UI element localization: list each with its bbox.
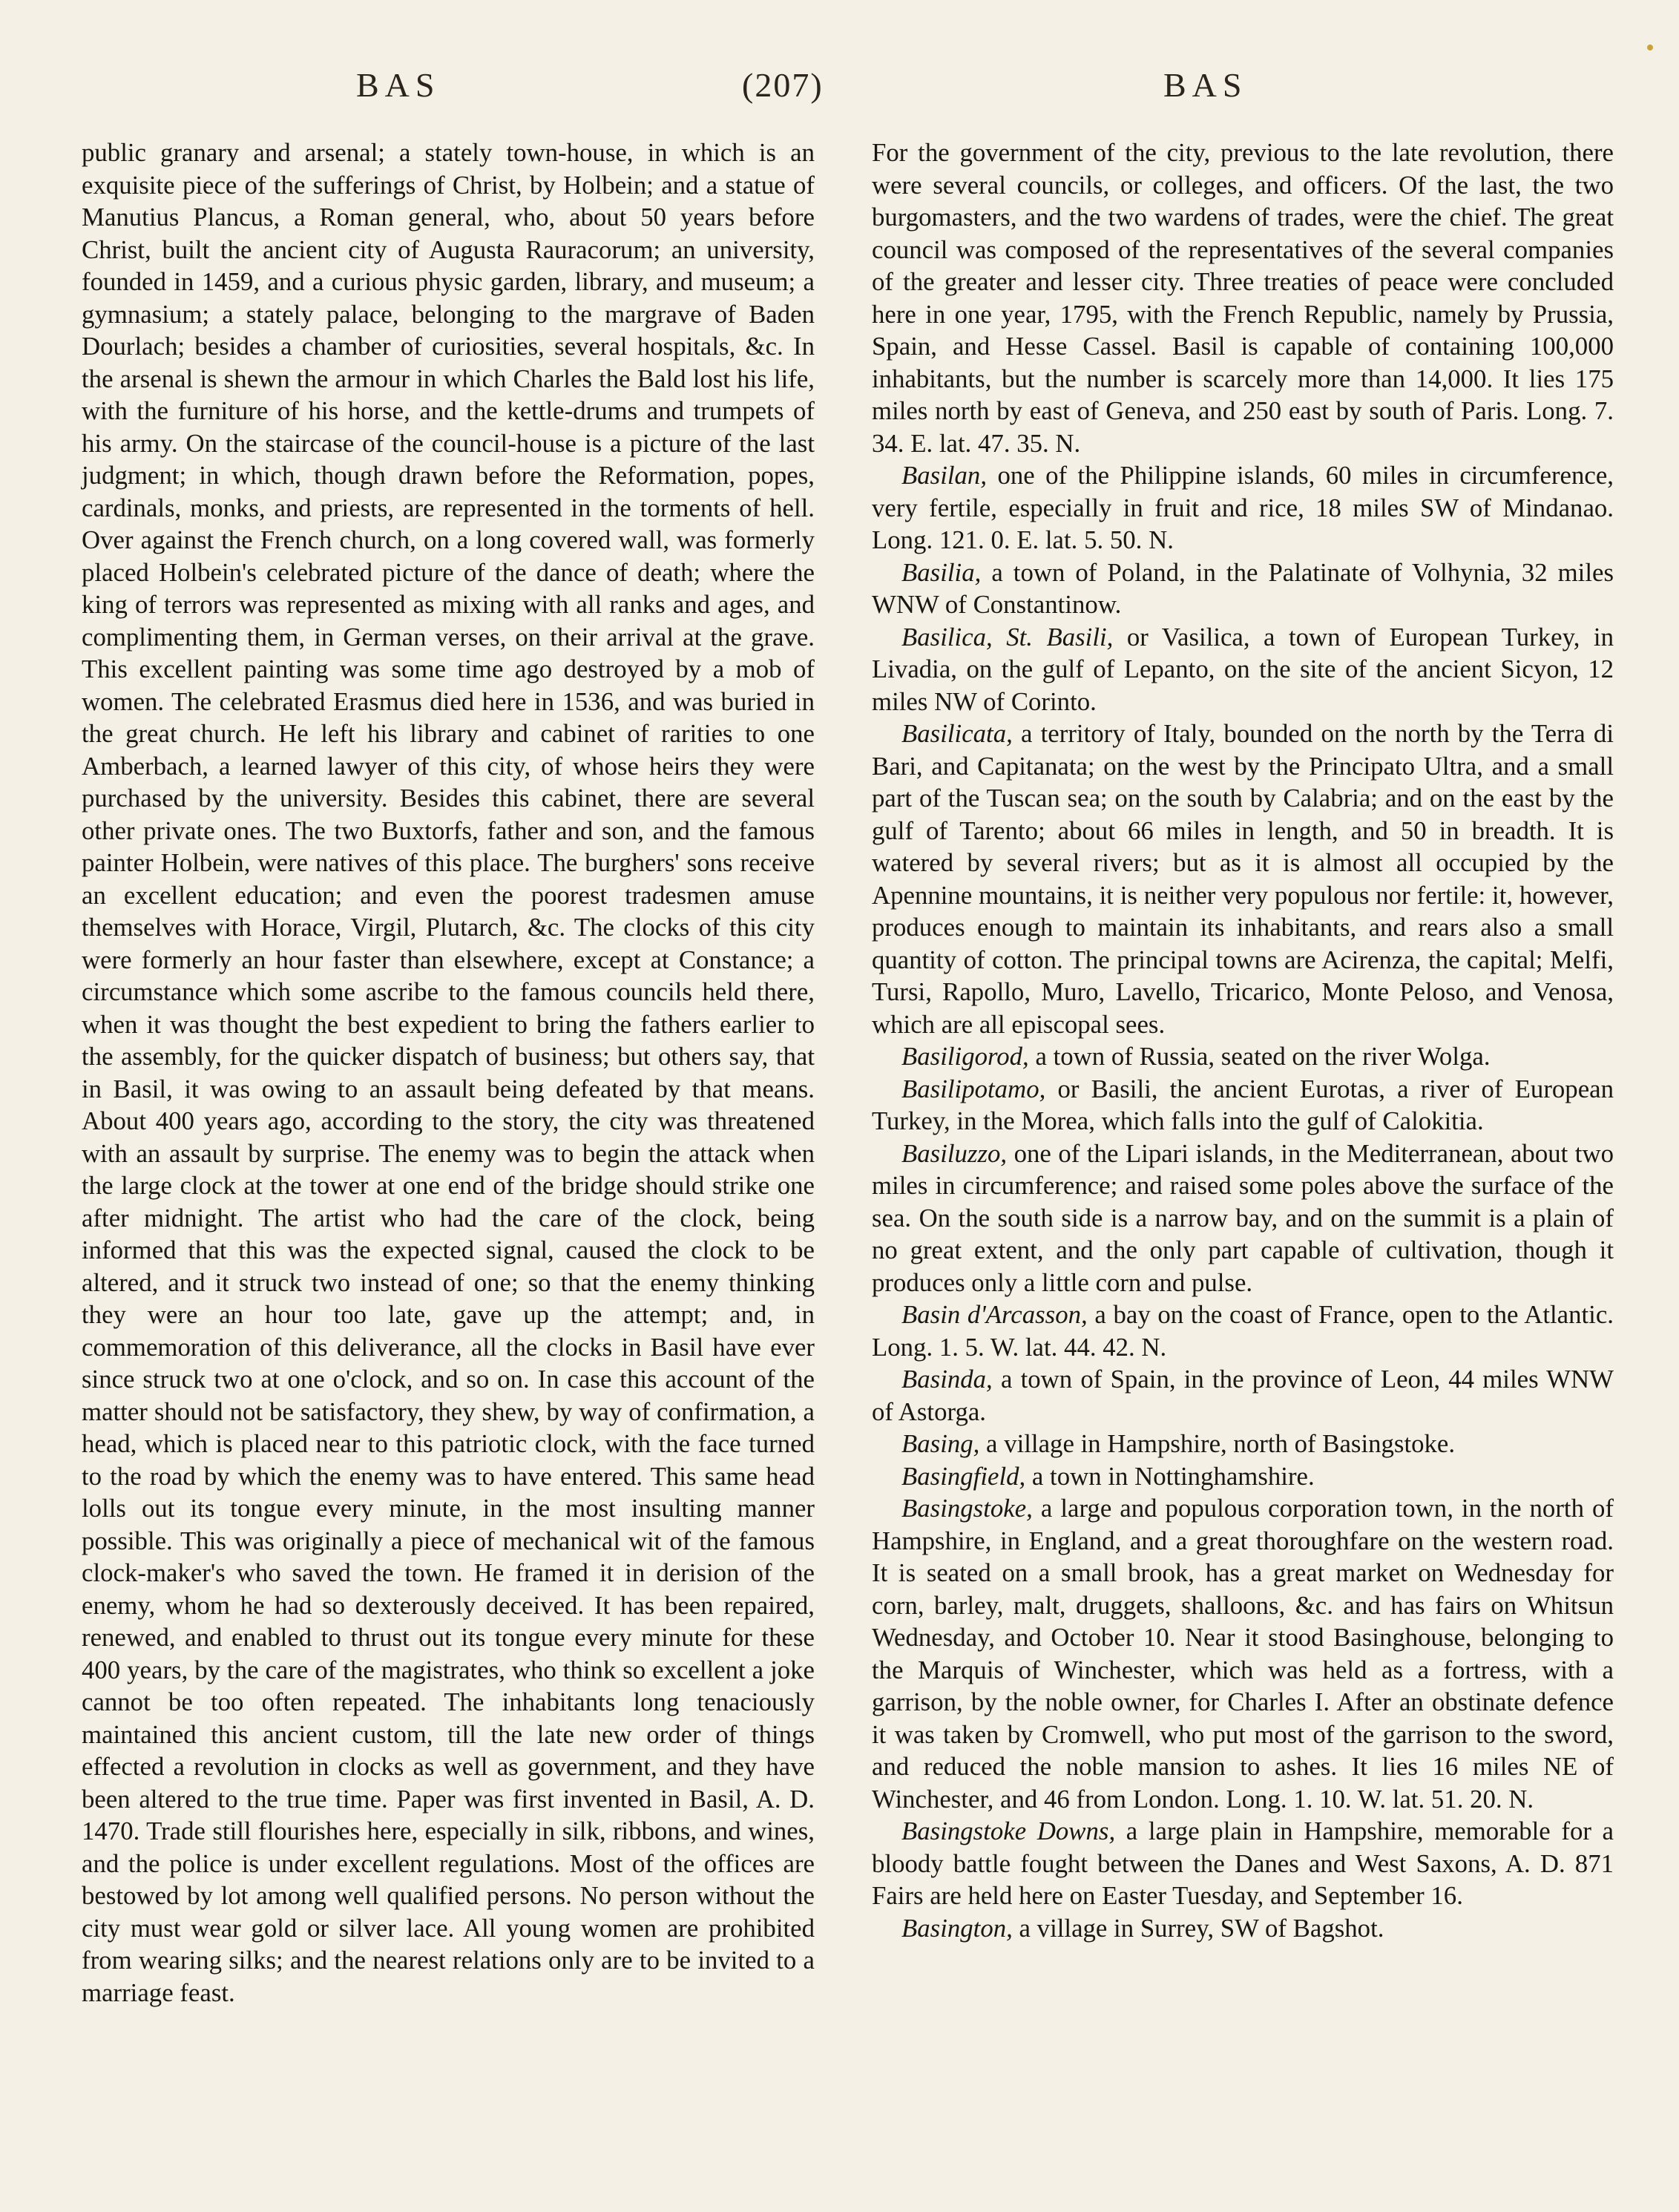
entry-headword: Basilia, xyxy=(901,557,982,587)
entry-headword: Basington, xyxy=(901,1913,1013,1943)
entry-headword: Basingstoke, xyxy=(901,1494,1033,1523)
entry-headword: Basiluzzo, xyxy=(901,1138,1008,1168)
entry-text: or Basili, the ancient Eurotas, a river of European Turkey, in the Morea, which falls into the gulf of Calokitia. xyxy=(872,1074,1614,1135)
entry-text: or Vasilica, a town of European Turkey, in Livadia, on the gulf of Lepanto, on the site of the ancient Sicyon, 12 miles NW of Corinto. xyxy=(872,622,1614,716)
entry-headword: Basiligorod, xyxy=(901,1042,1029,1071)
entry-text: a town of Spain, in the province of Leon, 44 miles WNW of Astorga. xyxy=(872,1365,1614,1426)
entry-text: a town of Poland, in the Palatinate of Volhynia, 32 miles WNW of Constantinow. xyxy=(872,557,1614,619)
page-number: (207) xyxy=(742,66,824,104)
running-header xyxy=(0,65,1679,125)
basil-continuation-paragraph: public granary and arsenal; a stately town-house, in which is an exquisite piece of the sufferings of Christ, by Holbein; and a statue of Manutius Plancus, a Roman general, who, about 50 years before Christ, built the ancient city of Augusta Rauracorum; an university, founded in 1459, and a curious physic garden, library, and museum; a gymnasium; a stately palace, belonging to the margrave of Baden Dourlach; besides a chamber of curiosities, several hospitals, &c. In the arsenal is shewn the armour in which Charles the Bald lost his life, with the furniture of his horse, and the kettle-drums and trumpets of his army. On the staircase of the council-house is a picture of the last judgment; in which, though drawn before the Reformation, popes, cardinals, monks, and priests, are represented in the torments of hell. Over against the French church, on a long covered wall, was formerly placed Holbein's celebrated picture of the dance of death; where the king of terrors was represented as mixing with all ranks and ages, and complimenting them, in German verses, on their arrival at the grave. This excellent painting was some time ago destroyed by a mob of women. The celebrated Erasmus died here in 1536, and was buried in the great church. He left his library and cabinet of rarities to one Amberbach, a learned lawyer of this city, of whose heirs they were purchased by the university. Besides this cabinet, there are several other private ones. The two Buxtorfs, father and son, and the famous painter Holbein, were natives of this place. The burghers' sons receive an excellent education; and even the poorest tradesmen amuse themselves with Horace, Virgil, Plutarch, &c. The clocks of this city were formerly an hour faster than elsewhere, except at Constance; a circumstance which some ascribe to the famous councils held there, when it was thought the best expedient to bring the fathers earlier to the assembly, for the quicker dispatch of business; but others say, that in Basil, it was owing to an assault being defeated by that means. About 400 years ago, according to the story, the city was threatened with an assault by surprise. The enemy was to begin the attack when the large clock at the tower at one end of the bridge should strike one after midnight. The artist who had the care of the clock, being informed that this was the expected signal, caused the clock to be altered, and it struck two instead of one; so that the enemy thinking they were an hour too late, gave up the attempt; and, in commemoration of this deliverance, all the clocks in Basil have ever since struck two at one o'clock, and so on. In case this account of the matter should not be satisfactory, they shew, by way of confirmation, a head, which is placed near to this patriotic clock, with the face turned to the road by which the enemy was to have entered. This same head lolls out its tongue every minute, in the most insulting manner possible. This was originally a piece of mechanical wit of the famous clock-maker's who saved the town. He framed it in derision of the enemy, whom he had so dexterously deceived. It has been repaired, renewed, and enabled to thrust out its tongue every minute for these 400 years, by the care of the magistrates, who think so excellent a joke cannot be too often repeated. The inhabitants long tenaciously maintained this ancient custom, till the late new order of things effected a revolution in clocks as well as government, and they have been altered to the true time. Paper was first invented in Basil, A. D. 1470. Trade still flourishes here, especially in silk, ribbons, and wines, and the police is under excellent regulations. Most of the offices are bestowed by lot among well qualified persons. No person without the city must wear gold or silver lace. All young women are prohibited from wearing silks; and the nearest relations only are to be invited to a marriage feast. xyxy=(82,138,815,2007)
entry-text: a bay on the coast of France, open to the Atlantic. Long. 1. 5. W. lat. 44. 42. N. xyxy=(872,1300,1614,1362)
gazetteer-entry xyxy=(872,621,1614,718)
entry-text: one of the Philippine islands, 60 miles in circumference, very fertile, especially in fruit and rice, 18 miles SW of Mindanao. Long. 121. 0. E. lat. 5. 50. N. xyxy=(872,461,1614,554)
header-left-guide-word: BAS xyxy=(356,66,441,104)
entry-headword: Basilipotamo, xyxy=(901,1074,1046,1103)
entry-headword: Basingfield, xyxy=(901,1461,1026,1491)
entry-headword: Basilica, St. Basili, xyxy=(901,622,1114,652)
entry-headword: Basin d'Arcasson, xyxy=(901,1300,1088,1329)
ink-spot xyxy=(1647,45,1653,50)
entry-headword: Basilan, xyxy=(901,461,988,490)
gazetteer-entry xyxy=(872,1299,1614,1363)
left-column xyxy=(82,137,815,2009)
entry-headword: Basilicata, xyxy=(901,719,1013,748)
gazetteer-entry xyxy=(872,459,1614,557)
entry-text: a large plain in Hampshire, memorable for a bloody battle fought between the Danes and West Saxons, A. D. 871 Fairs are held here on Easter Tuesday, and September 16. xyxy=(872,1816,1614,1910)
gazetteer-entry xyxy=(872,1492,1614,1815)
entry-text: a village in Surrey, SW of Bagshot. xyxy=(1012,1913,1384,1943)
entry-text: a town in Nottinghamshire. xyxy=(1025,1461,1315,1491)
entry-text: a town of Russia, seated on the river Wolga. xyxy=(1028,1042,1491,1071)
gazetteer-entry xyxy=(872,1363,1614,1428)
gazetteer-entry xyxy=(872,1428,1614,1460)
gazetteer-entry xyxy=(872,1073,1614,1138)
gazetteer-entry xyxy=(872,1815,1614,1912)
gazetteer-entries xyxy=(872,459,1614,1944)
gazetteer-entry xyxy=(872,718,1614,1040)
basil-government-paragraph: For the government of the city, previous to the late revolution, there were several councils, or colleges, and officers. Of the last, the two burgomasters, and the two wardens of trades, were the chief. The great council was composed of the representatives of the several companies of the greater and lesser city. Three treaties of peace were concluded here in one year, 1795, with the French Republic, namely by Prussia, Spain, and Hesse Cassel. Basil is capable of containing 100,000 inhabitants, but the number is scarcely more than 14,000. It lies 175 miles north by east of Geneva, and 250 east by south of Paris. Long. 7. 34. E. lat. 47. 35. N. xyxy=(872,138,1614,458)
gazetteer-entry xyxy=(872,1460,1614,1493)
entry-text: a territory of Italy, bounded on the north by the Terra di Bari, and Capitanata; on the west by the Principato Ultra, and a small part of the Tuscan sea; on the south by Calabria; and on the east by the gulf of Tarento; about 66 miles in length, and 50 in breadth. It is watered by several rivers; but as it is almost all occupied by the Apennine mountains, it is neither very populous nor fertile: it, however, produces enough to maintain its inhabitants, and rears also a small quantity of cotton. The principal towns are Acirenza, the capital; Melfi, Tursi, Rapollo, Muro, Lavello, Tricarico, Monte Peloso, and Venosa, which are all episcopal sees. xyxy=(872,719,1614,1039)
entry-text: one of the Lipari islands, in the Mediterranean, about two miles in circumference; and raised some poles above the surface of the sea. On the south side is a narrow bay, and on the summit is a plain of no great extent, and the only part capable of cultivation, though it produces only a little corn and pulse. xyxy=(872,1138,1614,1297)
gazetteer-entry xyxy=(872,1912,1614,1945)
gazetteer-entry xyxy=(872,1138,1614,1299)
entry-headword: Basing, xyxy=(901,1429,980,1458)
entry-headword: Basinda, xyxy=(901,1365,993,1394)
gazetteer-entry xyxy=(872,557,1614,621)
right-column xyxy=(872,137,1614,1944)
entry-text: a village in Hampshire, north of Basingstoke. xyxy=(979,1429,1456,1458)
entry-headword: Basingstoke Downs, xyxy=(901,1816,1116,1845)
gazetteer-entry xyxy=(872,1040,1614,1073)
header-right-guide-word: BAS xyxy=(1163,66,1248,104)
entry-text: a large and populous corporation town, in the north of Hampshire, in England, and a great thoroughfare on the western road. It is seated on a small brook, has a great market on Wednesday for corn, barley, malt, druggets, shalloons, &c. and has fairs on Whitsun Wednesday, and October 10. Near it stood Basinghouse, belonging to the Marquis of Winchester, which was held as a fortress, with a garrison, by the noble owner, for Charles I. After an obstinate defence it was taken by Cromwell, who put most of the garrison to the sword, and reduced the noble mansion to ashes. It lies 16 miles NE of Winchester, and 46 from London. Long. 1. 10. W. lat. 51. 20. N. xyxy=(872,1494,1614,1814)
